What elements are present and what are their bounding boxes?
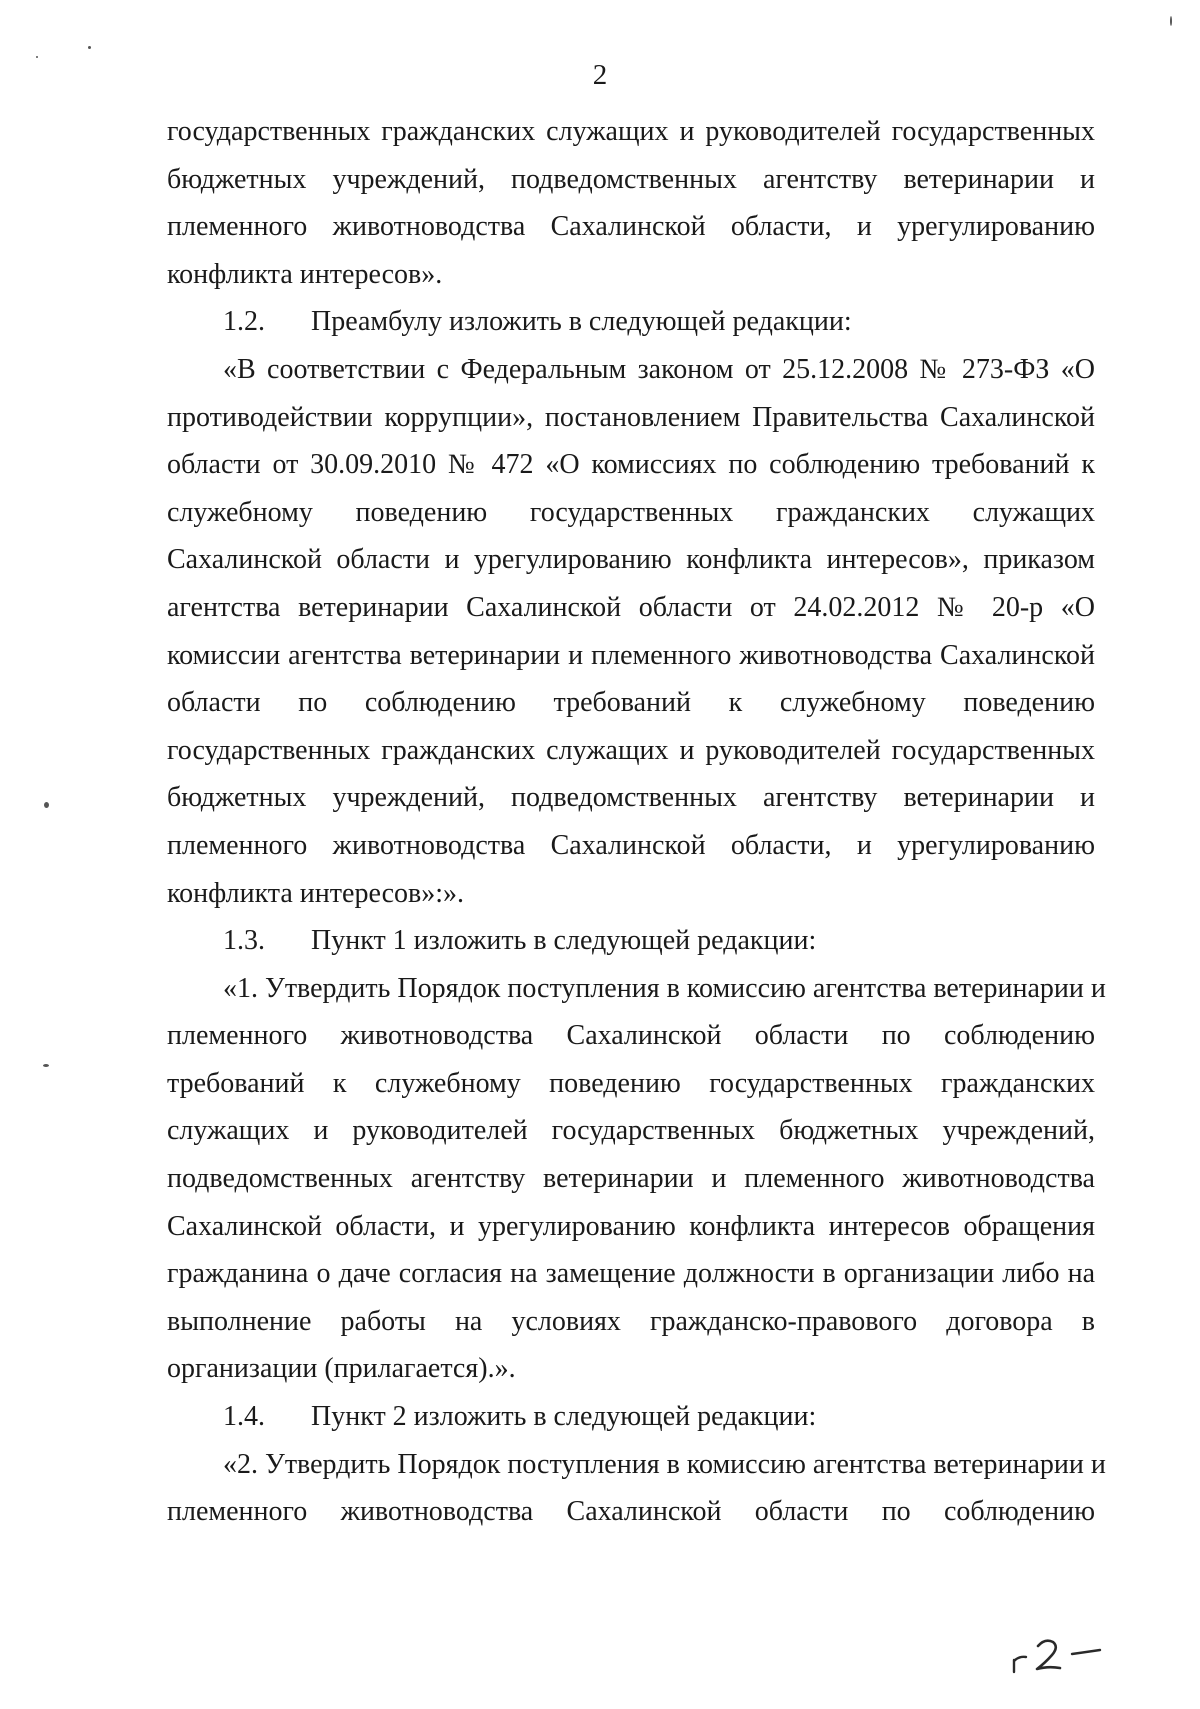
text-line: «1. Утвердить Порядок поступления в комиссию агентства ветеринарии и	[223, 972, 1106, 1004]
item-heading	[167, 298, 1095, 346]
text-line: служащих и руководителей государственных бюджетных учреждений,	[167, 1115, 1095, 1147]
text-line: племенного животноводства Сахалинской области по соблюдению	[167, 1020, 1095, 1052]
item-number: 1.3.	[223, 925, 265, 957]
text-line: конфликта интересов»:».	[167, 877, 464, 909]
text-line: племенного животноводства Сахалинской области по соблюдению	[167, 1496, 1095, 1528]
item-heading-text: Пункт 1 изложить в следующей редакции:	[311, 925, 817, 957]
scan-speck	[88, 46, 91, 49]
item-heading	[167, 1393, 1095, 1441]
text-line: области по соблюдению требований к служебному поведению	[167, 687, 1095, 719]
item-heading-text: Преамбулу изложить в следующей редакции:	[311, 306, 852, 338]
text-line: племенного животноводства Сахалинской области, и урегулированию	[167, 211, 1095, 243]
scan-speck	[36, 56, 38, 58]
text-line: требований к служебному поведению государственных гражданских	[167, 1067, 1095, 1099]
text-line: бюджетных учреждений, подведомственных агентству ветеринарии и	[167, 782, 1095, 814]
text-line: племенного животноводства Сахалинской области, и урегулированию	[167, 829, 1095, 861]
handwritten-page-mark	[1010, 1632, 1105, 1677]
text-line: Сахалинской области и урегулированию конфликта интересов», приказом	[167, 544, 1095, 576]
text-line: Сахалинской области, и урегулированию конфликта интересов обращения	[167, 1210, 1095, 1242]
document-body	[167, 108, 1106, 1536]
text-line: гражданина о даче согласия на замещение должности в организации либо на	[167, 1258, 1095, 1290]
text-line: противодействии коррупции», постановлением Правительства Сахалинской	[167, 401, 1095, 433]
scan-speck	[1170, 16, 1172, 26]
text-line: государственных гражданских служащих и руководителей государственных	[167, 116, 1095, 147]
text-line: «2. Утвердить Порядок поступления в комиссию агентства ветеринарии и	[223, 1448, 1106, 1480]
text-line: комиссии агентства ветеринарии и племенного животноводства Сахалинской	[167, 639, 1095, 671]
page-number: 2	[592, 59, 608, 91]
text-line: агентства ветеринарии Сахалинской области от 24.02.2012 № 20-р «О	[167, 591, 1095, 623]
scan-speck	[43, 1064, 49, 1067]
text-line: конфликта интересов».	[167, 258, 443, 290]
text-line: бюджетных учреждений, подведомственных агентству ветеринарии и	[167, 163, 1095, 195]
text-line: организации (прилагается).».	[167, 1353, 516, 1385]
item-number: 1.2.	[223, 306, 265, 338]
text-line: «В соответствии с Федеральным законом от 25.12.2008 № 273-ФЗ «О	[223, 353, 1095, 385]
text-line: государственных гражданских служащих и руководителей государственных	[167, 734, 1095, 766]
item-heading-text: Пункт 2 изложить в следующей редакции:	[311, 1401, 817, 1433]
scan-speck	[44, 802, 49, 808]
text-line: выполнение работы на условиях гражданско-правового договора в	[167, 1305, 1095, 1337]
text-line: служебному поведению государственных гражданских служащих	[167, 496, 1095, 528]
text-line: подведомственных агентству ветеринарии и племенного животноводства	[167, 1163, 1095, 1195]
text-line: области от 30.09.2010 № 472 «О комиссиях по соблюдению требований к	[167, 449, 1095, 481]
item-number: 1.4.	[223, 1401, 265, 1433]
item-heading	[167, 917, 1095, 965]
